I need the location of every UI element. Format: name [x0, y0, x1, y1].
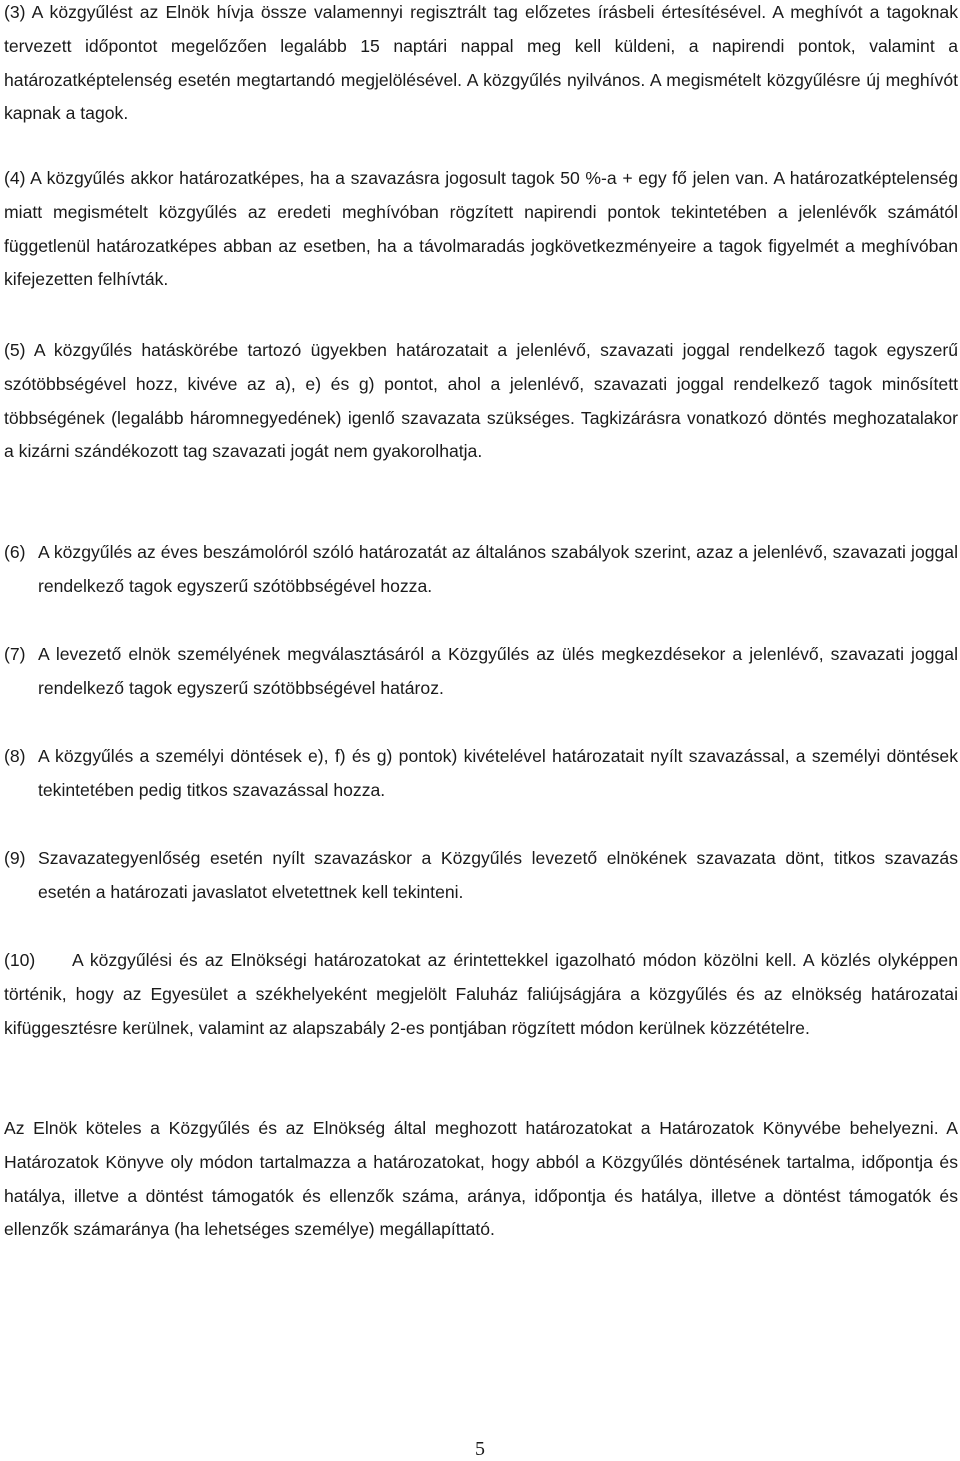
paragraph-10-number: (10) — [4, 950, 36, 970]
paragraph-3: (3) A közgyűlést az Elnök hívja össze valamennyi regisztrált tag előzetes írásbeli értesítésével. A meghívót a tagoknak tervezett időpontot megelőzően legalább 15 naptári nappal meg kell küldeni, a napirendi pontok, valamint a határozatképtelenség esetén megtartandó megjelölésével. A közgyűlés nyilvános. A megismételt közgyűlésre új meghívót kapnak a tagok. — [4, 2, 958, 124]
paragraph-9-text: Szavazategyenlőség esetén nyílt szavazáskor a Közgyűlés levezető elnökének szavazata dönt, titkos szavazás esetén a határozati javaslatot elvetettnek kell tekinteni. — [38, 848, 958, 902]
paragraph-8-text: A közgyűlés a személyi döntések e), f) és g) pontok) kivételével határozatait nyílt szavazással, a személyi döntések tekintetében pedig titkos szavazással hozza. — [38, 746, 958, 800]
paragraph-10 — [4, 944, 958, 1045]
paragraph-7-number: (7) — [4, 644, 26, 664]
paragraph-9 — [4, 842, 958, 910]
paragraph-10-text: A közgyűlési és az Elnökségi határozatokat az érintettekkel igazolható módon közölni kell. A közlés olyképpen történik, hogy az Egyesület a székhelyeként megjelölt Faluház faliújságjára a közgyűlés és az elnökség határozatai kifüggesztésre kerülnek, valamint az alapszabály 2-es pontjában rögzített módon kerülnek közzétételre. — [4, 950, 958, 1038]
paragraph-8 — [4, 740, 958, 808]
page-number: 5 — [475, 1438, 485, 1460]
paragraph-8-number: (8) — [4, 746, 26, 766]
paragraph-closing: Az Elnök köteles a Közgyűlés és az Elnökség által meghozott határozatokat a Határozatok Könyvébe behelyezni. A Határozatok Könyve oly módon tartalmazza a határozatokat, hogy abból a Közgyűlés döntésének tartalma, időpontja és hatálya, illetve a döntést támogatók és ellenzők száma, aránya, időpontja és hatálya, illetve a döntést támogatók és ellenzők számaránya (ha lehetséges személye) megállapíttató. — [4, 1118, 958, 1240]
paragraph-4: (4) A közgyűlés akkor határozatképes, ha a szavazásra jogosult tagok 50 %-a + egy fő jelen van. A határozatképtelenség miatt megismételt közgyűlés az eredeti meghívóban rögzített napirendi pontok tekintetében a jelenlévők számától függetlenül határozatképes abban az esetben, ha a távolmaradás jogkövetkezményeire a tagok figyelmét a meghívóban kifejezetten felhívták. — [4, 168, 958, 290]
paragraph-5: (5) A közgyűlés hatáskörébe tartozó ügyekben határozatait a jelenlévő, szavazati joggal rendelkező tagok egyszerű szótöbbségével hozz, kivéve az a), e) és g) pontot, ahol a jelenlévő, szavazati joggal rendelkező tagok minősített többségének (legalább háromnegyedének) igenlő szavazata szükséges. Tagkizárásra vonatkozó döntés meghozatalakor a kizárni szándékozott tag szavazati jogát nem gyakorolhatja. — [4, 340, 958, 462]
paragraph-9-number: (9) — [4, 848, 26, 868]
paragraph-6 — [4, 536, 958, 604]
paragraph-7 — [4, 638, 958, 706]
paragraph-6-text: A közgyűlés az éves beszámolóról szóló határozatát az általános szabályok szerint, azaz a jelenlévő, szavazati joggal rendelkező tagok egyszerű szótöbbségével hozza. — [38, 542, 958, 596]
paragraph-7-text: A levezető elnök személyének megválasztásáról a Közgyűlés az ülés megkezdésekor a jelenlévő, szavazati joggal rendelkező tagok egyszerű szótöbbségével határoz. — [38, 644, 958, 698]
paragraph-6-number: (6) — [4, 542, 26, 562]
